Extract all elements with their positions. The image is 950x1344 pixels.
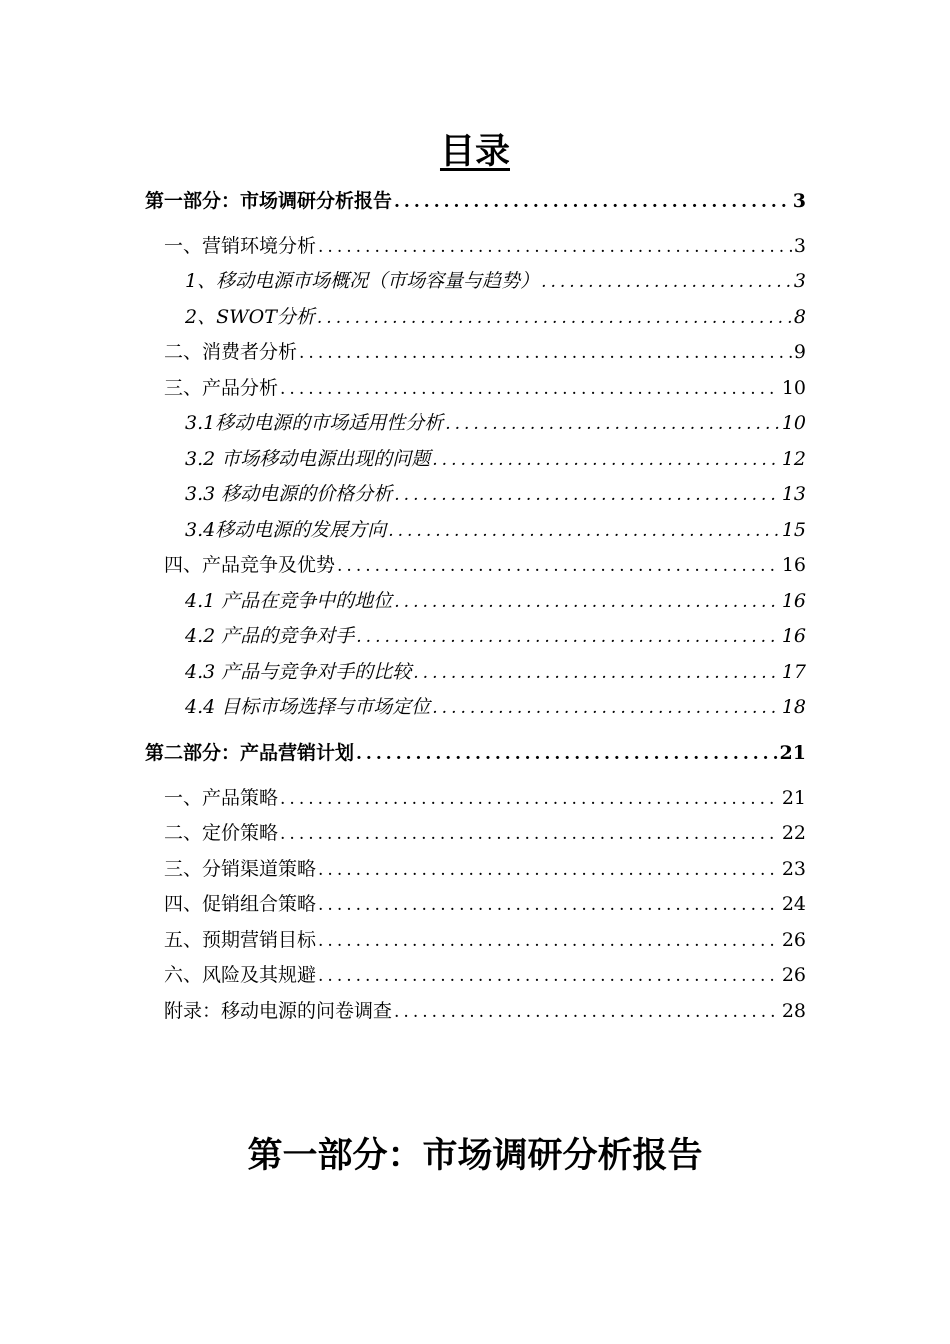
- toc-leader-dots: [394, 997, 780, 1026]
- toc-entry-label: 4.2 产品的竞争对手: [185, 625, 355, 647]
- toc-entry-label: 四、产品竞争及优势: [164, 554, 336, 576]
- toc-entry-label: 五、预期营销目标: [164, 929, 317, 951]
- toc-entry[interactable]: [185, 621, 806, 651]
- toc-entry[interactable]: [185, 586, 806, 616]
- toc-entry-page: 10: [781, 412, 806, 434]
- toc-entry-page: 3: [792, 190, 806, 212]
- toc-leader-dots: [394, 587, 780, 616]
- toc-entry[interactable]: [185, 657, 806, 687]
- toc-entry-label: 3.3 移动电源的价格分析: [185, 483, 393, 505]
- toc-entry-page: 24: [781, 893, 806, 915]
- toc-leader-dots: [413, 658, 780, 687]
- toc-entry-label: 4.1 产品在竞争中的地位: [185, 590, 393, 612]
- toc-leader-dots: [541, 267, 792, 296]
- toc-entry-label: 一、营销环境分析: [164, 235, 317, 257]
- toc-entry-label: 2、SWOT分析: [185, 306, 315, 328]
- toc-entry-page: 15: [781, 519, 806, 541]
- toc-entry-label: 二、定价策略: [164, 822, 279, 844]
- toc-entry[interactable]: [185, 302, 806, 332]
- toc-entry-page: 22: [781, 822, 806, 844]
- toc-entry[interactable]: [185, 692, 806, 722]
- toc-entry-page: 10: [781, 377, 806, 399]
- toc-entry-label: 4.3 产品与竞争对手的比较: [185, 661, 412, 683]
- toc-leader-dots: [280, 374, 780, 403]
- toc-leader-dots: [394, 187, 791, 216]
- toc-entry-label: 一、产品策略: [164, 787, 279, 809]
- toc-entry-page: 23: [781, 858, 806, 880]
- toc-entry[interactable]: [185, 515, 806, 545]
- toc-title: 目录: [439, 131, 510, 172]
- toc-leader-dots: [280, 819, 780, 848]
- toc-leader-dots: [280, 784, 780, 813]
- toc-entry-page: 12: [781, 448, 806, 470]
- toc-entry-label: 二、消费者分析: [164, 341, 298, 363]
- toc-entry[interactable]: [185, 408, 806, 438]
- toc-entry[interactable]: [164, 818, 806, 848]
- toc-entry-part-1[interactable]: [145, 186, 806, 216]
- toc-entry[interactable]: [164, 925, 806, 955]
- toc-entry-label: 附录：移动电源的问卷调查: [164, 1000, 393, 1022]
- toc-leader-dots: [388, 516, 780, 545]
- toc-entry-page: 21: [779, 742, 806, 764]
- toc-entry-page: 26: [781, 964, 806, 986]
- toc-entry-page: 26: [781, 929, 806, 951]
- toc-entry-label: 3.1移动电源的市场适用性分析: [185, 412, 444, 434]
- toc-leader-dots: [299, 338, 792, 367]
- toc-entry[interactable]: [185, 266, 806, 296]
- toc-entry-label: 六、风险及其规避: [164, 964, 317, 986]
- toc-leader-dots: [432, 445, 780, 474]
- toc-entry-page: 21: [781, 787, 806, 809]
- toc-entry-label: 4.4 目标市场选择与市场定位: [185, 696, 431, 718]
- toc-leader-dots: [317, 303, 792, 332]
- toc-leader-dots: [356, 739, 778, 768]
- toc-entry[interactable]: [185, 479, 806, 509]
- toc-leader-dots: [318, 855, 780, 884]
- toc-entry-label: 三、产品分析: [164, 377, 279, 399]
- toc-leader-dots: [356, 622, 780, 651]
- toc-leader-dots: [318, 232, 792, 261]
- toc-entry-part-2[interactable]: [145, 738, 806, 768]
- toc-entry[interactable]: [164, 373, 806, 403]
- section-heading: 第一部分：市场调研分析报告: [247, 1135, 703, 1176]
- toc-entry-label: 四、促销组合策略: [164, 893, 317, 915]
- toc-entry-page: 28: [781, 1000, 806, 1022]
- toc-entry-page: 13: [781, 483, 806, 505]
- toc-leader-dots: [432, 693, 780, 722]
- toc-entry-label: 1、移动电源市场概况（市场容量与趋势）: [185, 270, 540, 292]
- toc-entry[interactable]: [164, 783, 806, 813]
- toc-entry-page: 3: [793, 235, 806, 257]
- toc-entry-page: 17: [781, 661, 806, 683]
- toc-entry-page: 9: [793, 341, 806, 363]
- toc-entry[interactable]: [164, 996, 806, 1026]
- toc-entry[interactable]: [164, 550, 806, 580]
- toc-entry[interactable]: [164, 960, 806, 990]
- toc-entry-page: 16: [781, 554, 806, 576]
- toc-leader-dots: [337, 551, 780, 580]
- toc-entry-page: 18: [781, 696, 806, 718]
- toc-entry[interactable]: [164, 231, 806, 261]
- toc-entry-label: 3.2 市场移动电源出现的问题: [185, 448, 431, 470]
- toc-entry-page: 16: [781, 625, 806, 647]
- toc-entry-label: 3.4移动电源的发展方向: [185, 519, 387, 541]
- toc-entry-label: 第二部分：产品营销计划: [145, 742, 355, 764]
- toc-leader-dots: [318, 890, 780, 919]
- toc-leader-dots: [394, 480, 780, 509]
- toc-entry-page: 3: [793, 270, 806, 292]
- toc-entry-page: 16: [781, 590, 806, 612]
- toc-entry-label: 三、分销渠道策略: [164, 858, 317, 880]
- toc-leader-dots: [318, 926, 780, 955]
- toc-leader-dots: [445, 409, 780, 438]
- toc-entry-page: 8: [793, 306, 806, 328]
- toc-entry[interactable]: [164, 854, 806, 884]
- toc-entry[interactable]: [164, 337, 806, 367]
- toc-entry[interactable]: [185, 444, 806, 474]
- toc-leader-dots: [318, 961, 780, 990]
- toc-entry[interactable]: [164, 889, 806, 919]
- toc-entry-label: 第一部分：市场调研分析报告: [145, 190, 393, 212]
